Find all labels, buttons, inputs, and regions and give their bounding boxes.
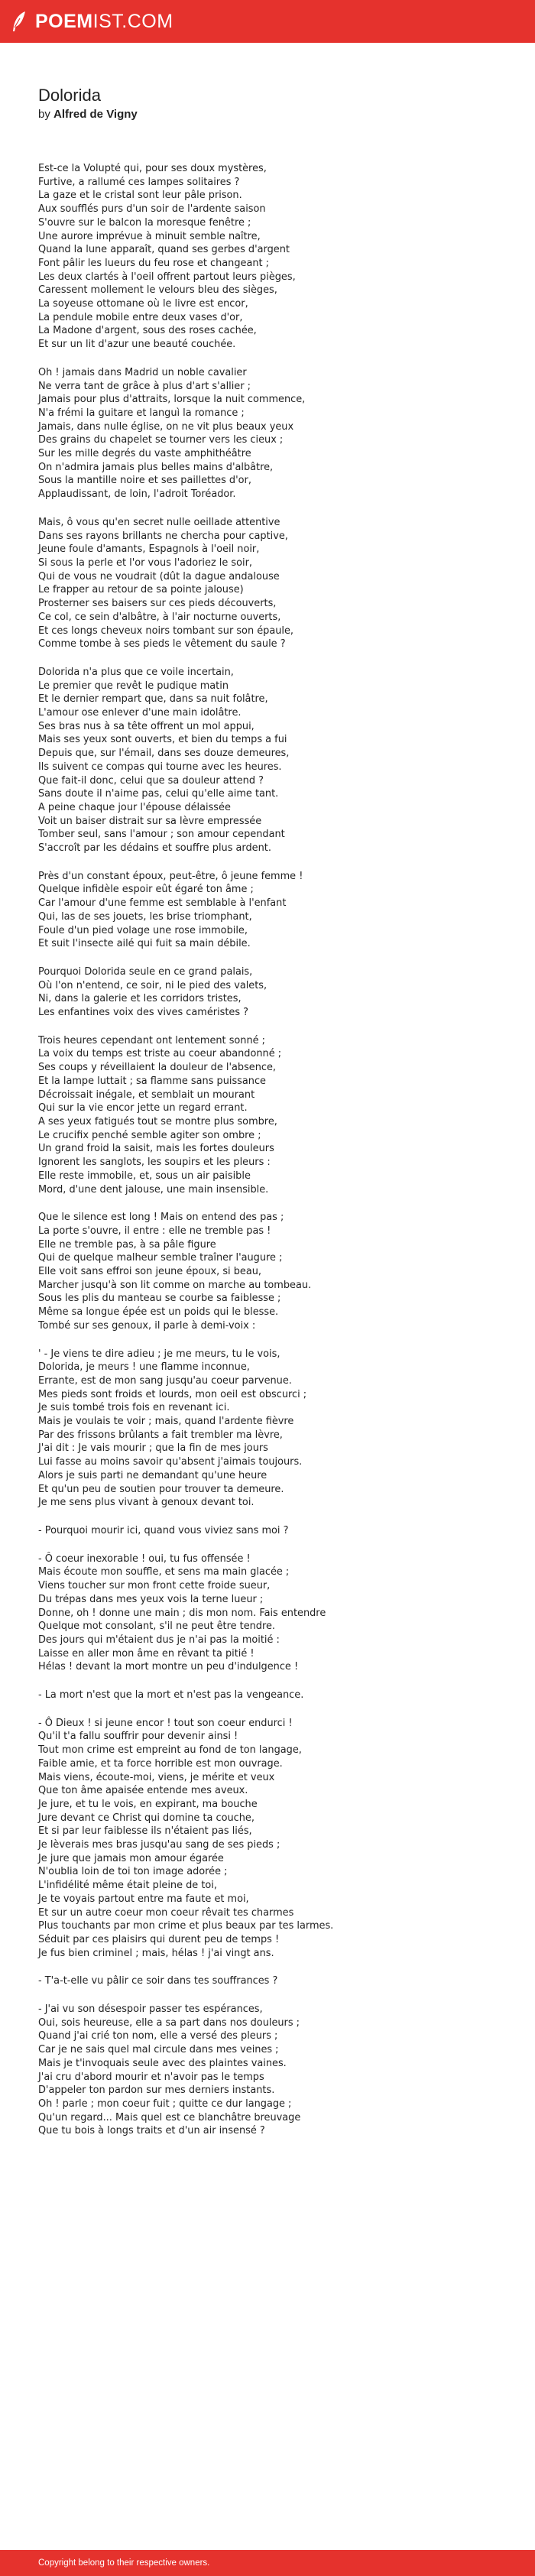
- poem-line: Je fus bien criminel ; mais, hélas ! j'ai vingt ans.: [38, 1947, 274, 1959]
- poem-byline: [38, 108, 504, 121]
- poem-line: Des jours qui m'étaient dus je n'ai pas la moitié :: [38, 1634, 280, 1646]
- poem-line: ' - Je viens te dire adieu ; je me meurs, tu le vois,: [38, 1348, 280, 1360]
- poem-line: - Pourquoi mourir ici, quand vous viviez sans moi ?: [38, 1524, 289, 1536]
- poem-line: Mes pieds sont froids et lourds, mon oeil est obscurci ;: [38, 1388, 307, 1400]
- poem-line: Mord, d'une dent jalouse, une main insensible.: [38, 1183, 269, 1196]
- poem-line: D'appeler ton pardon sur mes derniers instants.: [38, 2084, 275, 2097]
- poem-line: La porte s'ouvre, il entre : elle ne tremble pas !: [38, 1225, 271, 1237]
- poem-line: Tombé sur ses genoux, il parle à demi-voix :: [38, 1319, 256, 1332]
- poem-line: S'accroît par les dédains et souffre plus ardent.: [38, 842, 271, 855]
- poem-line: Lui fasse au moins savoir qu'absent j'aimais toujours.: [38, 1456, 303, 1468]
- stanza: [38, 1689, 504, 1702]
- poem-line: Qui de vous ne voudrait (dût la dague andalouse: [38, 570, 280, 582]
- poem-line: J'ai dit : Je vais mourir ; que la fin de mes jours: [38, 1442, 268, 1455]
- poem-line: Comme tombe à ses pieds le vêtement du saule ?: [38, 638, 286, 650]
- poem-line: Ils suivent ce compas qui tourne avec les heures.: [38, 761, 282, 773]
- stanza: [38, 2003, 504, 2138]
- poem-line: Et ces longs cheveux noirs tombant sur son épaule,: [38, 625, 294, 637]
- poem-line: La soyeuse ottomane où le livre est encor,: [38, 298, 248, 310]
- by-label: by: [38, 108, 50, 121]
- poem-line: Je lèverais mes bras jusqu'au sang de ses pieds ;: [38, 1839, 280, 1851]
- poem-line: Car je ne sais quel mal circule dans mes veines ;: [38, 2044, 279, 2056]
- poem-line: Jamais pour plus d'attraits, lorsque la nuit commence,: [38, 394, 306, 406]
- stanza: [38, 1211, 504, 1332]
- poem-line: Et sur un lit d'azur une beauté couchée.: [38, 339, 236, 351]
- poem-line: Dans ses rayons brillants ne chercha pour captive,: [38, 530, 288, 542]
- poem-line: Applaudissant, de loin, l'adroit Toréador.: [38, 488, 236, 501]
- poem-line: Où l'on n'entend, ce soir, ni le pied des valets,: [38, 979, 268, 991]
- site-header: [0, 0, 535, 43]
- poem-line: Errante, est de mon sang jusqu'au coeur parvenue.: [38, 1374, 292, 1387]
- poem-line: Qu'un regard... Mais quel est ce blanchâtre breuvage: [38, 2111, 301, 2123]
- poem-line: Marcher jusqu'à son lit comme on marche au tombeau.: [38, 1279, 312, 1291]
- stanza: [38, 1524, 504, 1538]
- poem-line: Jure devant ce Christ qui domine ta couche,: [38, 1812, 255, 1824]
- poem-line: S'ouvre sur le balcon la moresque fenêtre ;: [38, 216, 251, 229]
- poem-line: Ce col, ce sein d'albâtre, à l'air nocturne ouverts,: [38, 611, 281, 623]
- poem-line: Jeune foule d'amants, Espagnols à l'oeil noir,: [38, 543, 260, 556]
- poem-line: Oui, sois heureuse, elle a sa part dans nos douleurs ;: [38, 2016, 300, 2029]
- stanza: [38, 965, 504, 1020]
- stanza: [38, 162, 504, 352]
- poem-line: J'ai cru d'abord mourir et n'avoir pas le temps: [38, 2071, 264, 2083]
- poem-line: Et qu'un peu de soutien pour trouver ta demeure.: [38, 1483, 284, 1495]
- poem-line: A peine chaque jour l'épouse délaissée: [38, 801, 231, 813]
- poem-line: Oh ! parle ; mon coeur fuit ; quitte ce dur langage ;: [38, 2098, 292, 2110]
- author-link[interactable]: Alfred de Vigny: [54, 108, 138, 121]
- poem-line: Car l'amour d'une femme est semblable à l'enfant: [38, 897, 287, 910]
- poem-line: On n'admira jamais plus belles mains d'albâtre,: [38, 461, 274, 473]
- poem-line: Le crucifix penché semble agiter son ombre ;: [38, 1129, 261, 1141]
- poem-line: Une aurore imprévue à minuit semble naître,: [38, 230, 261, 242]
- poem-line: Jamais, dans nulle église, on ne vit plus beaux yeux: [38, 420, 294, 433]
- poem-line: Sans doute il n'aime pas, celui qu'elle aime tant.: [38, 788, 279, 800]
- poem-line: Qui sur la vie encor jette un regard errant.: [38, 1102, 248, 1114]
- poem-line: Faible amie, et ta force horrible est mon ouvrage.: [38, 1757, 283, 1770]
- poem-line: Tomber seul, sans l'amour ; son amour cependant: [38, 829, 285, 841]
- poem-line: L'infidélité même était pleine de toi,: [38, 1880, 217, 1892]
- stanza: [38, 1348, 504, 1510]
- poem-line: Et la lampe luttait ; sa flamme sans puissance: [38, 1075, 266, 1087]
- poem-line: Et sur un autre coeur mon coeur rêvait tes charmes: [38, 1906, 294, 1919]
- poem-line: - Ô Dieux ! si jeune encor ! tout son coeur endurci !: [38, 1717, 293, 1729]
- poem-line: Aux soufflés purs d'un soir de l'ardente saison: [38, 203, 266, 216]
- poem-line: La gaze et le cristal sont leur pâle prison.: [38, 190, 242, 202]
- poem-line: Quand j'ai crié ton nom, elle a versé des pleurs ;: [38, 2030, 278, 2042]
- poem-line: Caressent mollement le velours bleu des sièges,: [38, 284, 277, 297]
- poem-line: Trois heures cependant ont lentement sonné ;: [38, 1034, 266, 1046]
- poem-line: Même sa longue épée est un poids qui le blesse.: [38, 1306, 279, 1319]
- poem-line: Séduit par ces plaisirs qui durent peu de temps !: [38, 1933, 280, 1945]
- poem-line: Et suit l'insecte ailé qui fuit sa main débile.: [38, 938, 251, 950]
- stanza: [38, 1034, 504, 1196]
- poem-line: Sur les mille degrés du vaste amphithéâtre: [38, 448, 251, 460]
- poem-line: Je te voyais partout entre ma faute et moi,: [38, 1893, 249, 1905]
- poem-line: Près d'un constant époux, peut-être, ô jeune femme !: [38, 870, 303, 882]
- poem-title: Dolorida: [38, 86, 101, 105]
- poem-line: Mais je voulais te voir ; mais, quand l'ardente fièvre: [38, 1416, 294, 1428]
- poem-line: Que tu bois à longs traits et d'un air insensé ?: [38, 2125, 265, 2137]
- poem-line: Dolorida, je meurs ! une flamme inconnue,: [38, 1361, 250, 1374]
- poem-line: Elle ne tremble pas, à sa pâle figure: [38, 1238, 216, 1251]
- poem-line: Mais viens, écoute-moi, viens, je mérite et veux: [38, 1771, 275, 1783]
- poem-line: Ni, dans la galerie et les corridors tristes,: [38, 993, 242, 1005]
- poem-line: Mais je t'invoquais seule avec des plaintes vaines.: [38, 2057, 287, 2069]
- stanza: [38, 870, 504, 951]
- stanza: [38, 1974, 504, 1988]
- poem-line: Le premier que revêt le pudique matin: [38, 680, 229, 692]
- poem-line: La voix du temps est triste au coeur abandonné ;: [38, 1048, 282, 1060]
- poem-body: [38, 162, 504, 2138]
- poem-line: Furtive, a rallumé ces lampes solitaires ?: [38, 176, 240, 188]
- poem-line: Oh ! jamais dans Madrid un noble cavalier: [38, 366, 247, 378]
- stanza: [38, 1717, 504, 1961]
- poem-line: Depuis que, sur l'émail, dans ses douze demeures,: [38, 748, 290, 760]
- poem-line: L'amour ose enlever d'une main idolâtre.: [38, 707, 242, 719]
- poem-line: Tout mon crime est empreint au fond de ton langage,: [38, 1744, 302, 1757]
- poem-line: Elle voit sans effroi son jeune époux, si beau,: [38, 1266, 261, 1278]
- poem-line: Pourquoi Dolorida seule en ce grand palais,: [38, 965, 253, 978]
- poem-line: Foule d'un pied volage une rose immobile,: [38, 924, 248, 936]
- poem-line: Qui, las de ses jouets, les brise triomphant,: [38, 910, 252, 923]
- poem-content: [38, 86, 504, 2153]
- poem-line: A ses yeux fatigués tout se montre plus sombre,: [38, 1116, 277, 1127]
- poem-line: La pendule mobile entre deux vases d'or,: [38, 311, 243, 323]
- poem-line: La Madone d'argent, sous des roses cachée,: [38, 325, 257, 337]
- poem-line: N'a frémi la guitare et languì la romance ;: [38, 407, 245, 419]
- poem-line: Mais, ô vous qu'en secret nulle oeillade attentive: [38, 516, 280, 528]
- poem-line: Est-ce la Volupté qui, pour ses doux mystères,: [38, 163, 267, 174]
- stanza: [38, 366, 504, 501]
- quill-pen-icon: [11, 11, 28, 32]
- poem-line: Ses bras nus à sa tête offrent un mol appui,: [38, 720, 255, 732]
- poem-line: Décroissait inégale, et semblait un mourant: [38, 1088, 255, 1101]
- poem-line: Que le silence est long ! Mais on entend des pas ;: [38, 1212, 284, 1224]
- poem-line: Si sous la perle et l'or vous l'adoriez le soir,: [38, 556, 252, 569]
- site-logo[interactable]: [11, 11, 173, 33]
- poem-line: Et le dernier rempart que, dans sa nuit folâtre,: [38, 693, 268, 706]
- poem-line: Alors je suis parti ne demandant qu'une heure: [38, 1469, 268, 1481]
- poem-line: Viens toucher sur mon front cette froide sueur,: [38, 1580, 271, 1592]
- stanza: [38, 666, 504, 855]
- poem-line: Mais ses yeux sont ouverts, et bien du temps a fui: [38, 734, 287, 746]
- poem-line: Voit un baiser distrait sur sa lèvre empressée: [38, 815, 262, 827]
- poem-line: Quand la lune apparaît, quand ses gerbes d'argent: [38, 244, 290, 256]
- poem-line: Le frapper au retour de sa pointe jalouse): [38, 584, 244, 596]
- poem-line: Les enfantines voix des vives caméristes ?: [38, 1007, 249, 1019]
- poem-line: Un grand froid la saisit, mais les fortes douleurs: [38, 1143, 274, 1155]
- poem-line: Par des frissons brûlants a fait trembler ma lèvre,: [38, 1429, 283, 1441]
- poem-line: Quelque mot consolant, s'il ne peut être tendre.: [38, 1621, 276, 1633]
- poem-line: Ses coups y réveillaient la douleur de l'absence,: [38, 1062, 277, 1074]
- poem-line: Sous la mantille noire et ses paillettes d'or,: [38, 475, 251, 487]
- poem-line: Je me sens plus vivant à genoux devant toi.: [38, 1497, 255, 1509]
- stanza: [38, 516, 504, 651]
- poem-line: Plus touchants par mon crime et plus beaux par tes larmes.: [38, 1920, 334, 1932]
- poem-line: Mais écoute mon souffle, et sens ma main glacée ;: [38, 1566, 290, 1578]
- poem-line: - La mort n'est que la mort et n'est pas la vengeance.: [38, 1689, 304, 1702]
- poem-line: Que ton âme apaisée entende mes aveux.: [38, 1785, 248, 1797]
- poem-line: Font pâlir les lueurs du feu rose et changeant ;: [38, 257, 270, 269]
- stanza: [38, 1552, 504, 1674]
- site-footer: [0, 2550, 535, 2576]
- poem-line: Elle reste immobile, et, sous un air paisible: [38, 1170, 251, 1182]
- poem-line: - T'a-t-elle vu pâlir ce soir dans tes souffrances ?: [38, 1975, 278, 1987]
- poem-line: Que fait-il donc, celui que sa douleur attend ?: [38, 774, 264, 787]
- poem-line: Du trépas dans mes yeux vois la terne lueur ;: [38, 1593, 264, 1605]
- poem-line: Et si par leur faiblesse ils n'étaient pas liés,: [38, 1825, 252, 1838]
- copyright-text: Copyright belong to their respective owners.: [38, 2558, 210, 2568]
- poem-line: Les deux clartés à l'oeil offrent partout leurs pièges,: [38, 271, 296, 283]
- poem-line: - Ô coeur inexorable ! oui, tu fus offensée !: [38, 1552, 251, 1565]
- poem-line: Donne, oh ! donne une main ; dis mon nom. Fais entendre: [38, 1607, 326, 1619]
- poem-line: Hélas ! devant la mort montre un peu d'indulgence !: [38, 1661, 299, 1673]
- poem-line: N'oublia loin de toi ton image adorée ;: [38, 1866, 228, 1878]
- poem-line: Ne verra tant de grâce à plus d'art s'allier ;: [38, 380, 251, 392]
- poem-line: Je jure, et tu le vois, en expirant, ma bouche: [38, 1798, 258, 1810]
- poem-line: - J'ai vu son désespoir passer tes espérances,: [38, 2003, 263, 2016]
- poem-line: Qui de quelque malheur semble traîner l'augure ;: [38, 1252, 283, 1264]
- logo-text-strong: POEM: [35, 10, 93, 32]
- logo-text-light: IST.COM: [92, 10, 173, 32]
- poem-line: Prosterner ses baisers sur ces pieds découverts,: [38, 598, 277, 610]
- poem-line: Je suis tombé trois fois en revenant ici.: [38, 1402, 230, 1414]
- poem-line: Je jure que jamais mon amour égarée: [38, 1852, 224, 1864]
- poem-line: Laisse en aller mon âme en rêvant ta pitié !: [38, 1647, 255, 1659]
- poem-line: Ignorent les sanglots, les soupirs et les pleurs :: [38, 1157, 271, 1169]
- poem-line: Dolorida n'a plus que ce voile incertain,: [38, 666, 234, 678]
- poem-line: Quelque infidèle espoir eût égaré ton âme ;: [38, 884, 254, 896]
- poem-line: Sous les plis du manteau se courbe sa faiblesse ;: [38, 1293, 281, 1305]
- poem-line: Qu'il t'a fallu souffrir pour devenir ainsi !: [38, 1731, 238, 1743]
- poem-line: Des grains du chapelet se tourner vers les cieux ;: [38, 434, 284, 446]
